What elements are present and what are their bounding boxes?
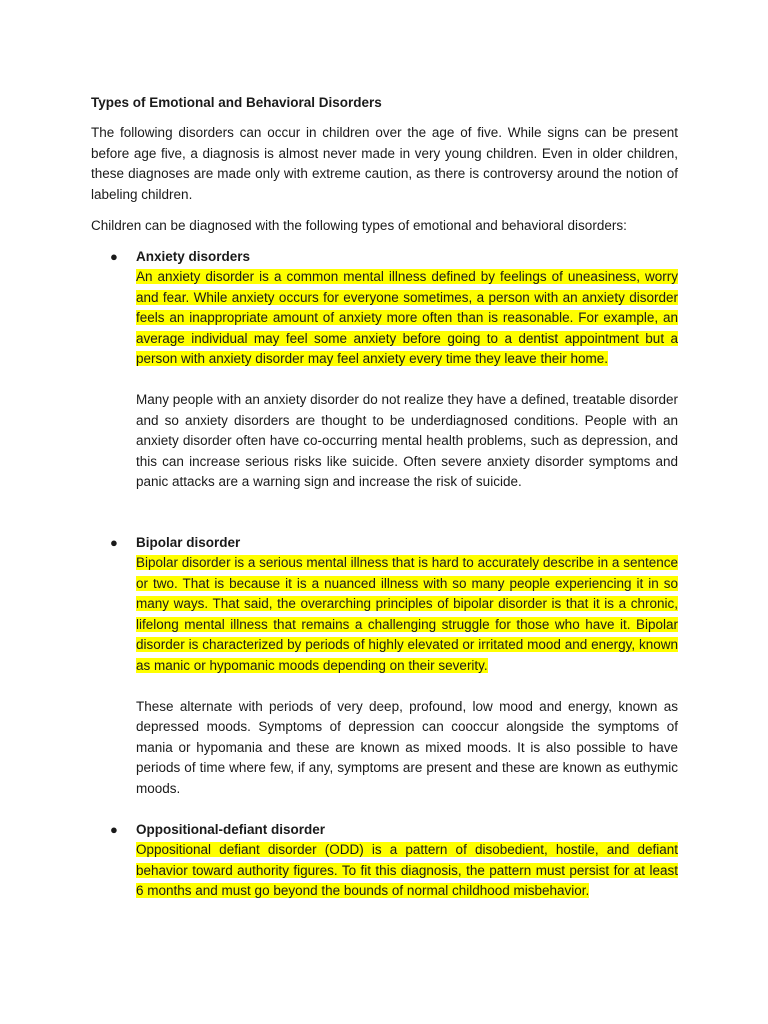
item-heading: Oppositional-defiant disorder [136, 822, 326, 837]
intro-paragraph: The following disorders can occur in children over the age of five. While signs can be present before age five, a diagnosis is almost never made in very young children. Even in older children, these diagnoses are made only with extreme caution, as there is controversy around the notion of labeling children. [91, 125, 678, 202]
list-item-odd [110, 820, 678, 902]
document-title: Types of Emotional and Behavioral Disorders [91, 95, 382, 110]
body-paragraph: Many people with an anxiety disorder do not realize they have a defined, treatable disorder and so anxiety disorders are thought to be underdiagnosed conditions. People with an anxiety disorder often have co-occurring mental health problems, such as depression, and this can increase serious risks like suicide. Often severe anxiety disorder symptoms and panic attacks are a warning sign and increase the risk of suicide. [136, 391, 678, 490]
item-heading: Bipolar disorder [136, 535, 241, 550]
bullet-icon: ● [110, 535, 118, 550]
list-item-bipolar [110, 533, 678, 800]
list-item-body [136, 820, 678, 902]
highlighted-paragraph [136, 553, 678, 677]
lead-paragraph: Children can be diagnosed with the following types of emotional and behavioral disorders: [91, 218, 627, 233]
bullet-icon: ● [110, 249, 118, 264]
list-item-anxiety [110, 247, 678, 493]
list-item-body [136, 533, 678, 800]
bullet-icon: ● [110, 822, 118, 837]
item-heading: Anxiety disorders [136, 249, 251, 264]
highlighted-text: Bipolar disorder is a serious mental illness that is hard to accurately describe in a sentence or two. That is because it is a nuanced illness with so many people experiencing it in so many ways. That said, the overarching principles of bipolar disorder is that it is a chronic, lifelong mental illness that remains a challenging struggle for those who have it. Bipolar disorder is characterized by periods of highly elevated or irritated mood and energy, known as manic or hypomanic moods depending on their severity. [136, 555, 678, 673]
highlighted-text: An anxiety disorder is a common mental illness defined by feelings of uneasiness, worry and fear. While anxiety occurs for everyone sometimes, a person with an anxiety disorder feels an inappropriate amount of anxiety more often than is reasonable. For example, an average individual may feel some anxiety before going to a dentist appointment but a person with anxiety disorder may feel anxiety every time they leave their home. [136, 269, 678, 367]
highlighted-paragraph [136, 840, 678, 902]
highlighted-text: Oppositional defiant disorder (ODD) is a pattern of disobedient, hostile, and defiant behavior toward authority figures. To fit this diagnosis, the pattern must persist for at least 6 months and must go beyond the bounds of normal childhood misbehavior. [136, 842, 678, 899]
highlighted-paragraph [136, 267, 678, 370]
body-paragraph: These alternate with periods of very deep, profound, low mood and energy, known as depressed moods. Symptoms of depression can cooccur alongside the symptoms of mania or hypomania and these are known as mixed moods. It is also possible to have periods of time where few, if any, symptoms are present and these are known as euthymic moods. [136, 698, 678, 796]
list-item-body [136, 247, 678, 493]
